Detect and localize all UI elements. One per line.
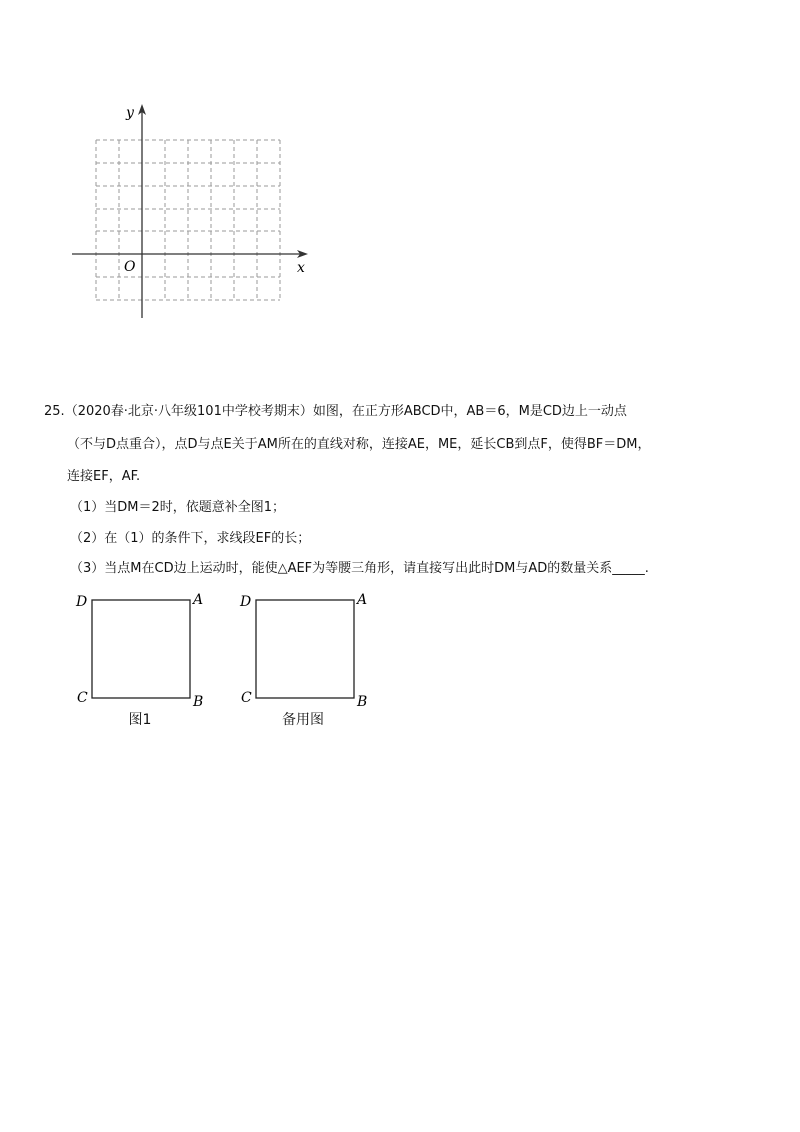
- vertex-c-label: C: [77, 690, 88, 706]
- vertex-a-label: A: [357, 592, 368, 608]
- question-line-2: （不与D点重合），点D与点E关于AM所在的直线对称，连接AE，ME，延长CB到点F，使得BF＝DM，: [67, 437, 651, 452]
- figure-backup-caption: 备用图: [282, 712, 324, 728]
- y-axis-label: y: [126, 105, 134, 121]
- vertex-b-label: B: [193, 694, 204, 710]
- question-line-1: [44, 403, 627, 421]
- axes: [72, 104, 308, 318]
- question-line-3: 连接EF，AF.: [67, 469, 141, 484]
- question-intro: 如图，在正方形ABCD中，AB＝6，M是CD边上一动点: [312, 404, 627, 419]
- vertex-d-label: D: [240, 594, 252, 610]
- vertex-a-label: A: [193, 592, 204, 608]
- coordinate-grid-figure: [68, 100, 313, 320]
- figure-1-caption: 图1: [128, 712, 152, 728]
- square-abcd-backup: [256, 600, 354, 698]
- origin-label: O: [124, 259, 136, 275]
- question-part-3: （3）当点M在CD边上运动时，能使△AEF为等腰三角形，请直接写出此时DM与AD的数量关系_____.: [70, 561, 649, 576]
- square-abcd: [92, 600, 190, 698]
- question-part-2: （2）在（1）的条件下，求线段EF的长；: [70, 531, 311, 546]
- x-axis-label: x: [297, 260, 305, 276]
- vertex-d-label: D: [76, 594, 88, 610]
- grid-lines: [96, 140, 280, 300]
- question-source: （2020春·北京·八年级101中学校考期末）: [64, 404, 313, 419]
- vertex-c-label: C: [241, 690, 252, 706]
- question-number: 25.: [44, 404, 65, 419]
- question-part-1: （1）当DM＝2时，依题意补全图1；: [70, 500, 286, 515]
- vertex-b-label: B: [357, 694, 368, 710]
